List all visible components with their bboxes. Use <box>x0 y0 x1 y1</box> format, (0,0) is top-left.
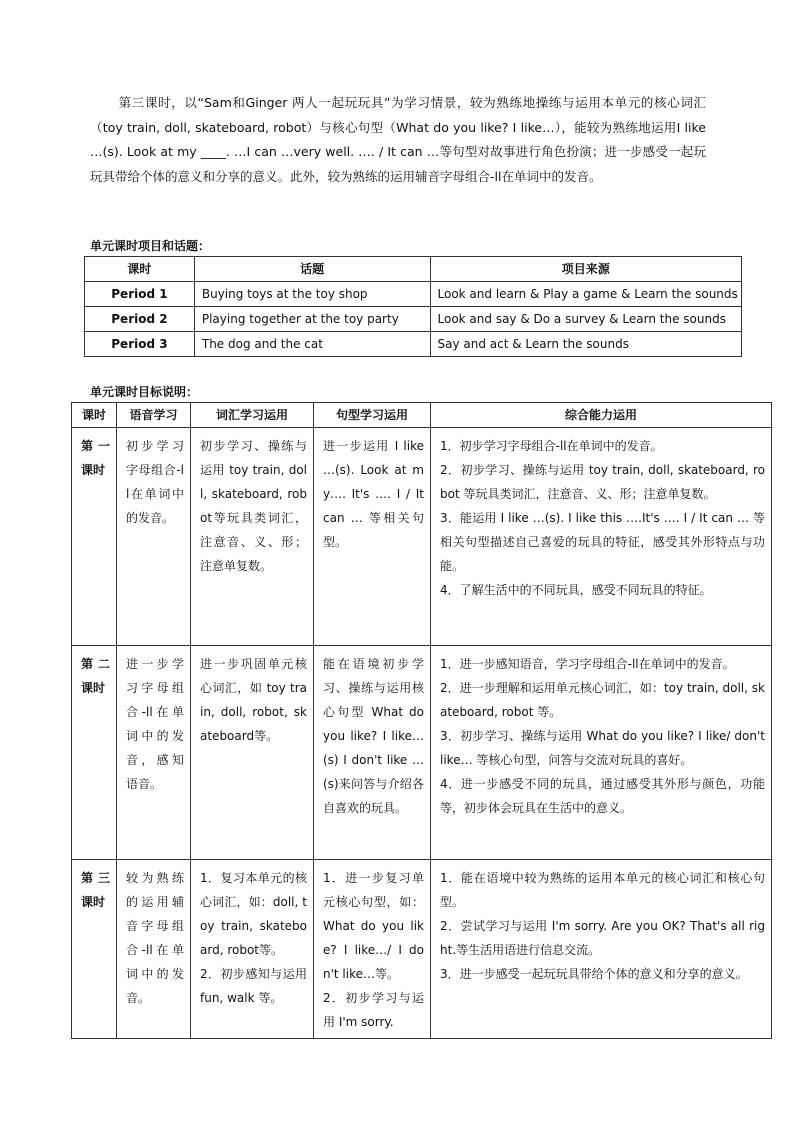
phonics-cell: 进一步学习字母组合-ll在单词中的发音，感知语音。 <box>117 646 191 860</box>
lesson-cell: 第一课时 <box>72 428 117 646</box>
intro-paragraph <box>90 91 706 189</box>
phonics-cell: 较为熟练的运用辅音字母组合-ll在单词中的发音。 <box>117 860 191 1039</box>
col-header-source: 项目来源 <box>430 257 742 282</box>
col-header-lesson: 课时 <box>85 257 195 282</box>
topic-cell: Playing together at the toy party <box>194 307 430 332</box>
sentence-cell <box>314 860 431 1039</box>
phonics-cell: 初步学习字母组合-ll在单词中的发音。 <box>117 428 191 646</box>
sentence-item: 1．进一步复习单元核心句型，如：What do you like? I like…/ I don't like…等。 <box>323 871 424 981</box>
sentence-item: 2．初步学习与运用 I'm sorry. <box>323 991 424 1029</box>
sentence-cell <box>314 428 431 646</box>
vocab-item: 初步学习、操练与运用 toy train, doll, skateboard, robot等玩具类词汇，注意音、义、形；注意单复数。 <box>200 439 307 573</box>
table-row <box>72 428 772 646</box>
vocab-item: 2．初步感知与运用 fun, walk 等。 <box>200 967 307 1005</box>
col-header-topic: 话题 <box>194 257 430 282</box>
source-cell: Look and learn & Play a game & Learn the sounds <box>430 282 742 307</box>
table-row <box>85 307 742 332</box>
vocab-cell <box>191 860 314 1039</box>
col-header-vocab: 词汇学习运用 <box>191 403 314 428</box>
vocab-item: 1．复习本单元的核心词汇，如：doll, toy train, skateboard, robot等。 <box>200 871 307 957</box>
period-cell: Period 2 <box>85 307 195 332</box>
ability-item: 1．能在语境中较为熟练的运用本单元的核心词汇和核心句型。 <box>440 871 765 909</box>
vocab-item: 进一步巩固单元核心词汇，如 toy train, doll, robot, skateboard等。 <box>200 657 307 743</box>
period-cell: Period 1 <box>85 282 195 307</box>
ability-cell <box>431 646 772 860</box>
sentence-cell <box>314 646 431 860</box>
table-row <box>85 282 742 307</box>
source-cell: Say and act & Learn the sounds <box>430 332 742 357</box>
source-cell: Look and say & Do a survey & Learn the sounds <box>430 307 742 332</box>
ability-item: 1．进一步感知语音，学习字母组合-ll在单词中的发音。 <box>440 657 735 671</box>
section2-heading: 单元课时目标说明： <box>90 385 199 399</box>
ability-item: 3．进一步感受一起玩玩具带给个体的意义和分享的意义。 <box>440 967 748 981</box>
lesson-cell: 第二课时 <box>72 646 117 860</box>
intro-text: 第三课时，以“Sam和Ginger 两人一起玩玩具”为学习情景，较为熟练地操练与运用本单元的核心词汇（toy train, doll, skateboard, robot）与核心句型（What do you like? I like…），能较为熟练地运用I like …(s). Look at my ____. …I can …very well. …. / It can …等句型对故事进行角色扮演；进一步感受一起玩玩具带给个体的意义和分享的意义。此外，较为熟练的运用辅音字母组合-ll在单词中的发音。 <box>90 95 706 184</box>
topics-header-row <box>85 257 742 282</box>
topic-cell: The dog and the cat <box>194 332 430 357</box>
table-row <box>85 332 742 357</box>
col-header-phonics: 语音学习 <box>117 403 191 428</box>
ability-item: 2．进一步理解和运用单元核心词汇，如：toy train, doll, skateboard, robot 等。 <box>440 681 765 719</box>
ability-item: 2．尝试学习与运用 I'm sorry. Are you OK? That's all right.等生活用语进行信息交流。 <box>440 919 765 957</box>
section1-heading: 单元课时项目和话题： <box>90 239 211 253</box>
period-cell: Period 3 <box>85 332 195 357</box>
table-row <box>72 646 772 860</box>
vocab-cell <box>191 428 314 646</box>
sentence-item: 能在语境初步学习、操练与运用核心句型 What do you like? I like…(s) I don't like … (s)来问答与介绍各自喜欢的玩具。 <box>323 657 424 815</box>
ability-item: 2．初步学习、操练与运用 toy train, doll, skateboard, robot 等玩具类词汇，注意音、义、形；注意单复数。 <box>440 463 765 501</box>
objectives-table <box>71 402 772 1039</box>
ability-cell <box>431 860 772 1039</box>
ability-item: 4．了解生活中的不同玩具，感受不同玩具的特征。 <box>440 583 712 597</box>
ability-item: 1．初步学习字母组合-ll在单词中的发音。 <box>440 439 663 453</box>
col-header-lesson: 课时 <box>72 403 117 428</box>
col-header-ability: 综合能力运用 <box>431 403 772 428</box>
lesson-cell: 第三课时 <box>72 860 117 1039</box>
ability-cell <box>431 428 772 646</box>
ability-item: 3．初步学习、操练与运用 What do you like? I like/ don't like… 等核心句型，问答与交流对玩具的喜好。 <box>440 729 765 767</box>
sentence-item: 进一步运用 I like …(s). Look at my…. It's …. I / It can … 等相关句型。 <box>323 439 424 549</box>
vocab-cell <box>191 646 314 860</box>
col-header-sentence: 句型学习运用 <box>314 403 431 428</box>
topics-table <box>84 256 742 357</box>
topic-cell: Buying toys at the toy shop <box>194 282 430 307</box>
objectives-header-row <box>72 403 772 428</box>
table-row <box>72 860 772 1039</box>
ability-item: 4．进一步感受不同的玩具，通过感受其外形与颜色，功能等，初步体会玩具在生活中的意义。 <box>440 777 765 815</box>
ability-item: 3．能运用 I like …(s). I like this ….It's …. I / It can … 等相关句型描述自己喜爱的玩具的特征，感受其外形特点与功能。 <box>440 511 765 573</box>
